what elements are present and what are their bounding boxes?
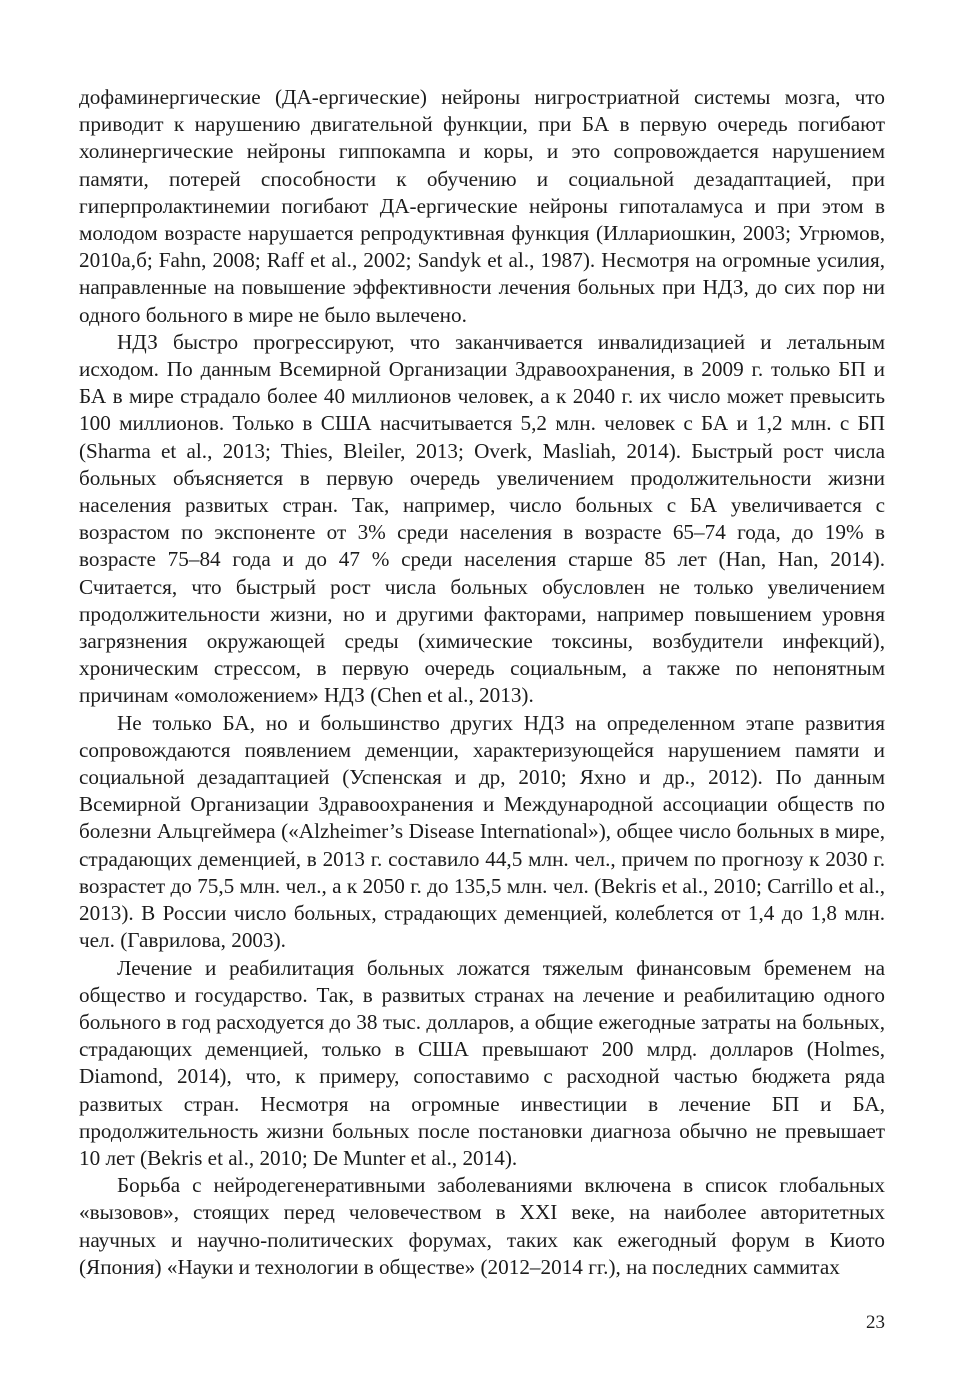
page-number: 23: [866, 1312, 885, 1333]
page-body: [79, 84, 885, 1281]
paragraph-ndz-progression: НДЗ быстро прогрессируют, что заканчивается инвалидизацией и летальным исходом. По данным Всемирной Организации Здравоохранения, в 2009 г. только БП и БА в мире страдало более 40 миллионов человек, а к 2040 г. их число может превысить 100 миллионов. Только в США насчитывается 5,2 млн. человек с БА и 1,2 млн. с БП (Sharma et al., 2013; Thies, Bleiler, 2013; Overk, Masliah, 2014). Быстрый рост числа больных объясняется в первую очередь увеличением продолжительности жизни населения развитых стран. Так, например, число больных с БА увеличивается с возрастом по экспоненте от 3% среди населения в возрасте 65–74 года, до 19% в возрасте 75–84 года и до 47 % среди населения старше 85 лет (Han, Han, 2014). Считается, что быстрый рост числа больных обусловлен не только увеличением продолжительности жизни, но и другими факторами, например повышением уровня загрязнения окружающей среды (химические токсины, возбудители инфекций), хроническим стрессом, в первую очередь социальным, а также по непонятным причинам «омоложением» НДЗ (Chen et al., 2013).: [79, 329, 885, 708]
paragraph-global-challenges: Борьба с нейродегенеративными заболеваниями включена в список глобальных «вызовов», стоящих перед человечеством в XXI веке, на наиболее авторитетных научных и научно-политических форумах, таких как ежегодный форум в Киото (Япония) «Науки и технологии в обществе» (2012–2014 гг.), на последних саммитах: [79, 1173, 885, 1279]
paragraph-continuation: дофаминергические (ДА-ергические) нейроны нигростриатной системы мозга, что приводит к нарушению двигательной функции, при БА в первую очередь погибают холинергические нейроны гиппокампа и коры, и это сопровождается нарушением памяти, потерей способности к обучению и социальной дезадаптацией, при гиперпролактинемии погибают ДА-ергические нейроны гипоталамуса и при этом в молодом возрасте нарушается репродуктивная функция (Иллариошкин, 2003; Угрюмов, 2010а,б; Fahn, 2008; Raff et al., 2002; Sandyk et al., 1987). Несмотря на огромные усилия, направленные на повышение эффективности лечения больных при НДЗ, до сих пор ни одного больного в мире не было вылечено.: [79, 85, 885, 327]
paragraph-dementia: Не только БА, но и большинство других НДЗ на определенном этапе развития сопровождаются появлением деменции, характеризующейся нарушением памяти и социальной дезадаптацией (Успенская и др, 2010; Яхно и др., 2012). По данным Всемирной Организации Здравоохранения и Международной ассоциации обществ по болезни Альцгеймера («Alzheimer’s Disease International»), общее число больных в мире, страдающих деменцией, в 2013 г. составило 44,5 млн. чел., причем по прогнозу к 2030 г. возрастет до 75,5 млн. чел., а к 2050 г. до 135,5 млн. чел. (Bekris et al., 2010; Carrillo et al., 2013). В России число больных, страдающих деменцией, колеблется от 1,4 до 1,8 млн. чел. (Гаврилова, 2003).: [79, 710, 885, 953]
paragraph-treatment-costs: Лечение и реабилитация больных ложатся тяжелым финансовым бременем на общество и государство. Так, в развитых странах на лечение и реабилитацию одного больного в год расходуется до 38 тыс. долларов, а общие ежегодные затраты на больных, страдающих деменцией, только в США превышают 200 млрд. долларов (Holmes, Diamond, 2014), что, к примеру, сопоставимо с расходной частью бюджета ряда развитых стран. Несмотря на огромные инвестиции в лечение БП и БА, продолжительность жизни больных после постановки диагноза обычно не превышает 10 лет (Bekris et al., 2010; De Munter et al., 2014).: [79, 955, 885, 1170]
